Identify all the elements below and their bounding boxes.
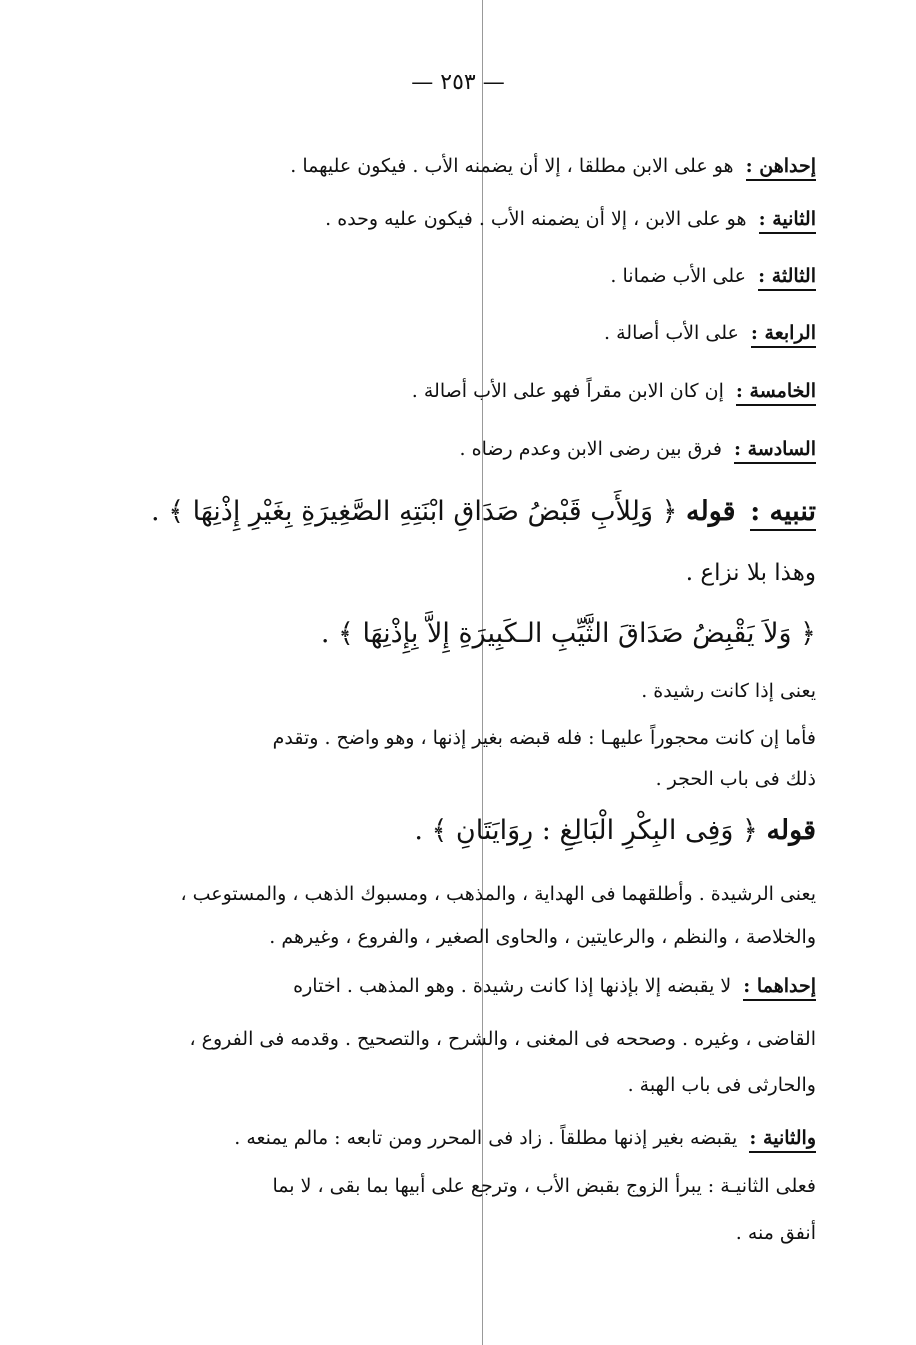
item-4-label: الرابعة : bbox=[751, 322, 816, 348]
quote-thayyib: ﴿ وَلاَ يَقْبِضُ صَدَاقَ الثَّيِّبِ الـكَبِيرَةِ إِلاَّ بِإِذْنِهَا ﴾ . bbox=[320, 618, 816, 649]
tanbih-line bbox=[151, 496, 816, 527]
page-number: — ٢٥٣ — bbox=[411, 70, 505, 95]
item-2-label: الثانية : bbox=[759, 208, 816, 234]
riwaya-1-text-1: لا يقبضه إلا بإذنها إذا كانت رشيدة . وهو المذهب . اختاره bbox=[293, 975, 732, 997]
bikr-quote: ﴿ وَفِى البِكْرِ الْبَالِغِ : رِوَايَتَانِ ﴾ . bbox=[414, 815, 758, 846]
item-3 bbox=[610, 265, 816, 287]
item-3-label: الثالثة : bbox=[758, 265, 816, 291]
final-line-1: فعلى الثانيـة : يبرأ الزوج بقبض الأب ، وترجع على أبيها بما بقى ، لا بما bbox=[272, 1175, 816, 1197]
bikr-qawluh: قوله bbox=[766, 815, 816, 846]
item-5-text: إن كان الابن مقراً فهو على الأب أصالة . bbox=[411, 380, 724, 402]
bikr-expl-line-1: يعنى الرشيدة . وأطلقهما فى الهداية ، والمذهب ، ومسبوك الذهب ، والمستوعب ، bbox=[180, 883, 816, 905]
mahjur-line-1: فأما إن كانت محجوراً عليهـا : فله قبضه بغير إذنها ، وهو واضح . وتقدم bbox=[272, 727, 816, 749]
item-6-text: فرق بين رضى الابن وعدم رضاه . bbox=[459, 438, 722, 460]
item-6-label: السادسة : bbox=[734, 438, 816, 464]
item-1-text: هو على الابن مطلقا ، إلا أن يضمنه الأب . فيكون عليهما . bbox=[290, 155, 734, 177]
final-line-2: أنفق منه . bbox=[735, 1222, 816, 1244]
item-1 bbox=[290, 155, 816, 177]
item-4 bbox=[604, 322, 816, 344]
tanbih-quote: ﴿ وَلِلأَبِ قَبْضُ صَدَاقِ ابْنَتِهِ الصَّغِيرَةِ بِغَيْرِ إِذْنِهَا ﴾ . bbox=[151, 496, 678, 527]
riwaya-1-line-1 bbox=[165, 975, 816, 997]
item-2-text: هو على الابن ، إلا أن يضمنه الأب . فيكون عليه وحده . bbox=[325, 208, 747, 230]
riwaya-2-line bbox=[234, 1127, 816, 1149]
tanbih-label: تنبيه : bbox=[750, 496, 816, 531]
riwaya-1-line-3: والحارثى فى باب الهبة . bbox=[627, 1074, 816, 1096]
item-5 bbox=[412, 380, 816, 402]
item-5-label: الخامسة : bbox=[736, 380, 816, 406]
item-1-label: إحداهن : bbox=[746, 155, 816, 181]
item-3-text: على الأب ضمانا . bbox=[610, 265, 747, 287]
riwaya-1-label: إحداهما : bbox=[743, 975, 816, 1001]
item-4-text: على الأب أصالة . bbox=[604, 322, 739, 344]
bikr-expl-line-2: والخلاصة ، والنظم ، والرعايتين ، والحاوى الصغير ، والفروع ، وغيرهم . bbox=[269, 926, 816, 948]
tanbih-qawluh: قوله bbox=[686, 496, 736, 527]
riwaya-2-label: والثانية : bbox=[749, 1127, 816, 1153]
rashida-line: يعنى إذا كانت رشيدة . bbox=[641, 680, 816, 702]
riwaya-1-line-2: القاضى ، وغيره . وصححه فى المغنى ، والشرح ، والتصحيح . وقدمه فى الفروع ، bbox=[189, 1028, 816, 1050]
bikr-line bbox=[414, 815, 816, 846]
item-2 bbox=[325, 208, 816, 230]
no-dispute: وهذا بلا نزاع . bbox=[685, 560, 816, 586]
item-6 bbox=[460, 438, 816, 460]
mahjur-line-2: ذلك فى باب الحجر . bbox=[655, 768, 816, 790]
riwaya-2-text: يقبضه بغير إذنها مطلقاً . زاد فى المحرر ومن تابعه : مالم يمنعه . bbox=[234, 1127, 738, 1149]
